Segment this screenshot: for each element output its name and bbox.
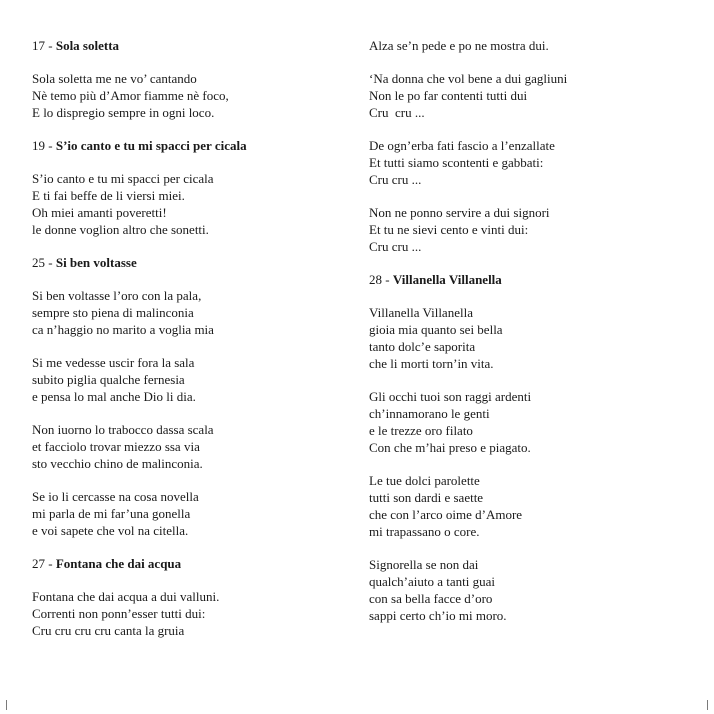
section-title: Villanella Villanella: [392, 272, 502, 287]
verse-line: tanto dolc’e saporita: [369, 339, 476, 354]
verse-line: tutti son dardi e saette: [369, 490, 484, 505]
verse-line: Non le po far contenti tutti dui: [369, 88, 528, 103]
verse-line: Cru cru ...: [369, 172, 422, 187]
section-number: 28: [369, 272, 382, 287]
poem-section: [32, 254, 352, 539]
verse-line: Con che m’hai preso e piagato.: [369, 440, 531, 455]
verse-line: Oh miei amanti poveretti!: [32, 205, 167, 220]
verse-line: che con l’arco oime d’Amore: [369, 507, 523, 522]
stanza: [32, 70, 352, 121]
verse-line: Cru cru cru cru canta la gruia: [32, 623, 185, 638]
stanza: [32, 354, 352, 405]
verse-line: Si me vedesse uscir fora la sala: [32, 355, 195, 370]
crop-mark: [707, 700, 708, 710]
section-title: Fontana che dai acqua: [55, 556, 182, 571]
section-heading: [32, 37, 352, 54]
section-separator: -: [45, 556, 56, 571]
section-separator: -: [45, 138, 56, 153]
stanza: [32, 170, 352, 238]
verse-line: mi parla de mi far’una gonella: [32, 506, 191, 521]
section-heading: [32, 137, 352, 154]
verse-line: Correnti non ponn’esser tutti dui:: [32, 606, 206, 621]
stanza: [369, 37, 689, 54]
verse-line: sempre sto piena di malinconia: [32, 305, 194, 320]
verse-line: S’io canto e tu mi spacci per cicala: [32, 171, 214, 186]
verse-line: Villanella Villanella: [369, 305, 473, 320]
verse-line: Se io li cercasse na cosa novella: [32, 489, 199, 504]
section-number: 19: [32, 138, 45, 153]
verse-line: De ogn’erba fati fascio a l’enzallate: [369, 138, 555, 153]
verse-line: ca n’haggio no marito a voglia mia: [32, 322, 214, 337]
poem-section: [32, 37, 352, 121]
stanza: [369, 137, 689, 188]
stanza: [369, 388, 689, 456]
verse-line: e le trezze oro filato: [369, 423, 473, 438]
section-title: Si ben voltasse: [55, 255, 137, 270]
section-separator: -: [45, 255, 56, 270]
verse-line: subito piglia qualche fernesia: [32, 372, 185, 387]
verse-line: le donne voglion altro che sonetti.: [32, 222, 209, 237]
verse-line: Gli occhi tuoi son raggi ardenti: [369, 389, 532, 404]
verse-line: qualch’aiuto a tanti guai: [369, 574, 495, 589]
verse-line: e voi sapete che vol na citella.: [32, 523, 189, 538]
left-column: [32, 37, 352, 639]
verse-line: Non ne ponno servire a dui signori: [369, 205, 550, 220]
section-title: Sola soletta: [55, 38, 120, 53]
verse-line: Cru cru ...: [369, 105, 425, 120]
verse-line: Nè temo più d’Amor fiamme nè foco,: [32, 88, 229, 103]
poem-section: [369, 271, 689, 624]
stanza: [32, 421, 352, 472]
verse-line: Signorella se non dai: [369, 557, 479, 572]
verse-line: e pensa lo mal anche Dio li dia.: [32, 389, 196, 404]
verse-line: et facciolo trovar miezzo ssa via: [32, 439, 200, 454]
poem-section: [32, 555, 352, 639]
section-separator: -: [382, 272, 393, 287]
verse-line: Alza se’n pede e po ne mostra dui.: [369, 38, 549, 53]
stanza: [369, 70, 689, 121]
section-number: 17: [32, 38, 45, 53]
verse-line: Et tu ne sievi cento e vinti dui:: [369, 222, 529, 237]
verse-line: Fontana che dai acqua a dui valluni.: [32, 589, 220, 604]
stanza: [369, 304, 689, 372]
stanza: [369, 556, 689, 624]
stanza: [32, 287, 352, 338]
verse-line: Sola soletta me ne vo’ cantando: [32, 71, 197, 86]
verse-line: Et tutti siamo scontenti e gabbati:: [369, 155, 544, 170]
verse-line: Cru cru ...: [369, 239, 422, 254]
stanza: [369, 472, 689, 540]
section-number: 25: [32, 255, 45, 270]
section-title: S’io canto e tu mi spacci per cicala: [55, 138, 247, 153]
verse-line: E ti fai beffe de li viersi miei.: [32, 188, 185, 203]
stanza: [32, 588, 352, 639]
verse-line: E lo dispregio sempre in ogni loco.: [32, 105, 215, 120]
poem-section-continued: [369, 37, 689, 255]
verse-line: sto vecchio chino de malinconia.: [32, 456, 203, 471]
verse-line: Non iuorno lo trabocco dassa scala: [32, 422, 214, 437]
right-column: [369, 37, 689, 624]
verse-line: ch’innamorano le genti: [369, 406, 490, 421]
verse-line: con sa bella facce d’oro: [369, 591, 493, 606]
verse-line: gioia mia quanto sei bella: [369, 322, 503, 337]
verse-line: ‘Na donna che vol bene a dui gagliuni: [369, 71, 568, 86]
verse-line: Le tue dolci parolette: [369, 473, 480, 488]
section-heading: [32, 555, 352, 572]
section-heading: [32, 254, 352, 271]
stanza: [32, 488, 352, 539]
verse-line: Si ben voltasse l’oro con la pala,: [32, 288, 202, 303]
section-number: 27: [32, 556, 45, 571]
section-heading: [369, 271, 689, 288]
poem-section: [32, 137, 352, 238]
section-separator: -: [45, 38, 56, 53]
stanza: [369, 204, 689, 255]
verse-line: mi trapassano o core.: [369, 524, 480, 539]
verse-line: che li morti torn’in vita.: [369, 356, 494, 371]
crop-mark: [6, 700, 7, 710]
verse-line: sappi certo ch’io mi moro.: [369, 608, 507, 623]
